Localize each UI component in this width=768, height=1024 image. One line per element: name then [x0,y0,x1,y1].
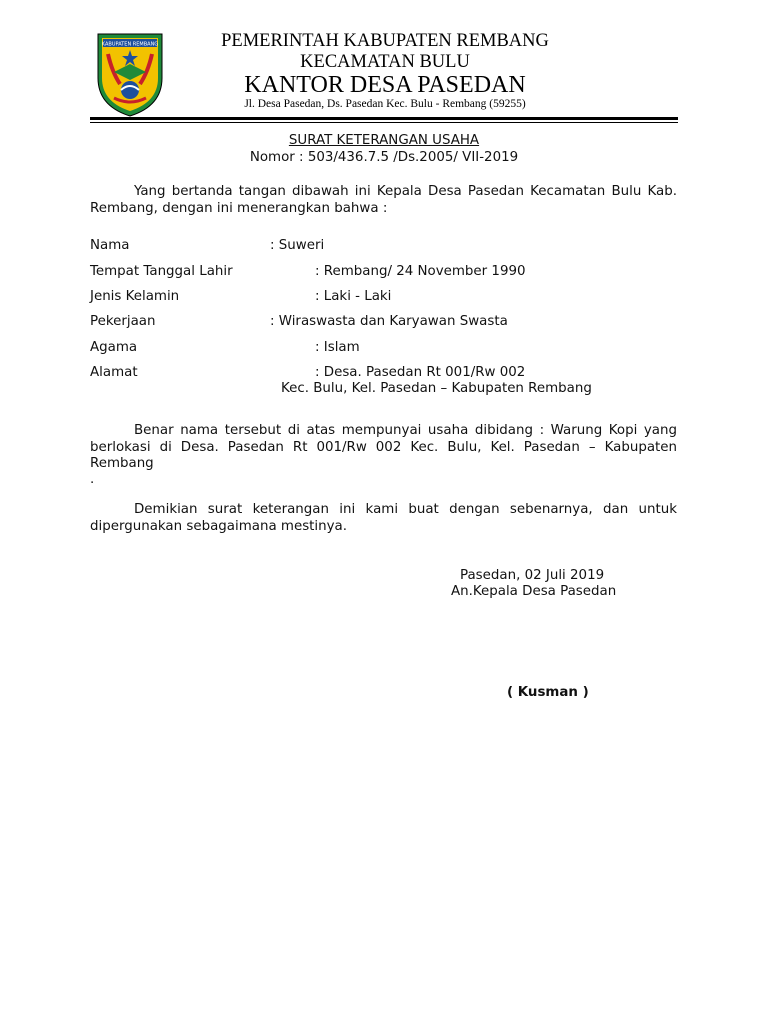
signature-position: An.Kepala Desa Pasedan [451,584,617,599]
letterhead-rule-thin [90,122,678,123]
letterhead-government: PEMERINTAH KABUPATEN REMBANG [221,31,549,51]
letter-number: Nomor : 503/436.7.5 /Ds.2005/ VII-2019 [249,150,519,165]
field-value-jenis-kelamin: : Laki - Laki [315,289,392,304]
field-value-alamat-line2: Kec. Bulu, Kel. Pasedan – Kabupaten Rembang [281,381,592,396]
field-value-alamat: : Desa. Pasedan Rt 001/Rw 002 [315,365,526,380]
signature-name: ( Kusman ) [507,685,589,700]
field-value-ttl: : Rembang/ 24 November 1990 [315,264,526,279]
business-paragraph: Benar nama tersebut di atas mempunyai usaha dibidang : Warung Kopi yang berlokasi di Desa. Pasedan Rt 001/Rw 002 Kec. Bulu, Kel. Pasedan – Kabupaten Rembang [90,423,677,471]
field-label-alamat: Alamat [90,365,138,380]
signature-place-date: Pasedan, 02 Juli 2019 [460,568,605,583]
letterhead-address: Jl. Desa Pasedan, Ds. Pasedan Kec. Bulu - Rembang (59255) [244,98,526,110]
letterhead-district: KECAMATAN BULU [300,52,470,72]
field-label-ttl: Tempat Tanggal Lahir [90,264,233,279]
field-label-pekerjaan: Pekerjaan [90,314,156,329]
letter-title: SURAT KETERANGAN USAHA [288,133,480,148]
field-label-jenis-kelamin: Jenis Kelamin [90,289,180,304]
field-label-agama: Agama [90,340,138,355]
field-label-nama: Nama [90,238,130,253]
intro-paragraph: Yang bertanda tangan dibawah ini Kepala Desa Pasedan Kecamatan Bulu Kab. Rembang, dengan ini menerangkan bahwa : [90,184,677,216]
letterhead-rule-thick [90,117,678,120]
field-value-nama: : Suweri [270,238,325,253]
field-value-pekerjaan: : Wiraswasta dan Karyawan Swasta [270,314,508,329]
letterhead-office: KANTOR DESA PASEDAN [244,72,526,98]
kabupaten-rembang-emblem-icon [94,32,166,118]
emblem-banner-text: KABUPATEN REMBANG [101,41,159,48]
closing-paragraph: Demikian surat keterangan ini kami buat dengan sebenarnya, dan untuk dipergunakan sebagaimana mestinya. [90,502,677,534]
field-value-agama: : Islam [315,340,360,355]
paragraph-dot: . [90,472,95,487]
